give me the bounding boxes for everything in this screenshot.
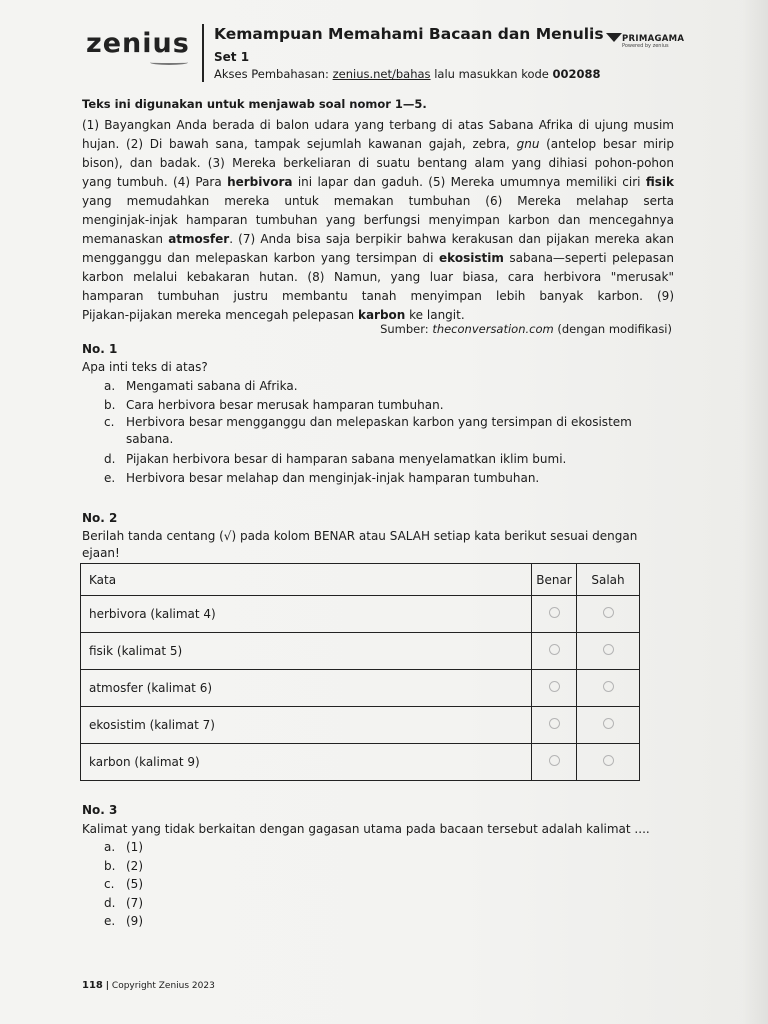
passage-text: menginjak-injak hamparan tumbuhan yang berfungsi menyimpan karbon dan mencegahnya	[82, 213, 674, 227]
passage-text: (antelop besar mirip	[539, 137, 675, 151]
table-row	[81, 707, 640, 744]
passage-intro: Teks ini digunakan untuk menjawab soal nomor 1—5.	[82, 97, 427, 111]
benar-cell	[532, 596, 577, 633]
page-title: Kemampuan Memahami Bacaan dan Menulis	[214, 25, 604, 43]
partner-name: PRIMAGAMA	[622, 34, 685, 44]
salah-radio[interactable]	[603, 644, 614, 655]
access-prefix: Akses Pembahasan:	[214, 67, 329, 81]
question-3-options	[104, 838, 662, 931]
highlighted-word: atmosfer	[168, 232, 230, 246]
question-3-option-c[interactable]	[104, 875, 662, 894]
option-letter: a.	[104, 379, 116, 393]
source-site: theconversation.com	[432, 322, 554, 336]
source-suffix: (dengan modifikasi)	[553, 322, 672, 336]
header-benar: Benar	[532, 564, 577, 596]
question-3-option-b[interactable]	[104, 857, 662, 876]
passage-line	[82, 287, 674, 306]
passage-text: yang tumbuh. (4) Para	[82, 175, 228, 189]
header-kata: Kata	[81, 564, 532, 596]
option-text: (1)	[126, 840, 143, 854]
benar-radio[interactable]	[549, 755, 560, 766]
benar-radio[interactable]	[549, 718, 560, 729]
access-middle: lalu masukkan kode	[434, 67, 549, 81]
logo-swoosh	[150, 60, 188, 65]
benar-radio[interactable]	[549, 607, 560, 618]
question-1-options	[104, 377, 662, 487]
salah-radio[interactable]	[603, 755, 614, 766]
passage-line	[82, 230, 674, 249]
option-text: (2)	[126, 858, 143, 873]
benar-cell	[532, 633, 577, 670]
table-row	[81, 633, 640, 670]
primagama-logo	[606, 31, 684, 51]
table-header-row	[81, 564, 640, 596]
passage-text: karbon melalui kebakaran hutan. (8) Namun, yang luar biasa, cara herbivora "merusak"	[82, 270, 674, 284]
question-1-text: Apa inti teks di atas?	[82, 360, 208, 374]
option-text: Herbivora besar mengganggu dan melepaskan karbon yang tersimpan di ekosistem sabana.	[126, 415, 632, 446]
option-text: (7)	[126, 895, 143, 910]
passage-line	[82, 268, 674, 287]
salah-cell	[577, 633, 640, 670]
passage-text: ke langit.	[405, 308, 465, 322]
word-cell: atmosfer (kalimat 6)	[81, 670, 532, 707]
reading-passage	[82, 116, 674, 325]
header-salah: Salah	[577, 564, 640, 596]
highlighted-word: karbon	[357, 308, 406, 322]
primagama-arrow-icon	[606, 33, 622, 42]
set-label: Set 1	[214, 50, 250, 64]
option-text: Cara herbivora besar merusak hamparan tumbuhan.	[126, 397, 444, 412]
highlighted-word: ekosistim	[439, 251, 504, 265]
salah-radio[interactable]	[603, 718, 614, 729]
option-text: Mengamati sabana di Afrika.	[126, 379, 298, 393]
benar-cell	[532, 744, 577, 781]
question-1-option-e[interactable]	[104, 469, 662, 488]
question-3-option-e[interactable]	[104, 912, 662, 931]
access-info	[214, 67, 601, 81]
word-cell: herbivora (kalimat 4)	[81, 596, 532, 633]
header-divider	[202, 24, 204, 82]
salah-cell	[577, 744, 640, 781]
word-cell: karbon (kalimat 9)	[81, 744, 532, 781]
source-prefix: Sumber:	[380, 322, 433, 336]
passage-text: . (7) Anda bisa saja berpikir bahwa kerakusan dan pijakan mereka akan	[229, 232, 674, 246]
question-2-number: No. 2	[82, 511, 118, 525]
question-3-option-a[interactable]	[104, 838, 662, 857]
benar-radio[interactable]	[549, 681, 560, 692]
passage-text: memanaskan	[82, 232, 169, 246]
table-row	[81, 596, 640, 633]
footer-separator: |	[105, 981, 110, 991]
highlighted-word: fisik	[645, 175, 674, 189]
benar-radio[interactable]	[549, 644, 560, 655]
question-1-option-c[interactable]	[104, 414, 662, 448]
benar-cell	[532, 670, 577, 707]
passage-line	[82, 135, 674, 154]
page-footer	[82, 980, 215, 991]
option-letter: e.	[104, 470, 116, 485]
passage-line	[82, 173, 674, 192]
option-letter: c.	[104, 415, 115, 429]
question-1-option-b[interactable]	[104, 396, 662, 415]
word-cell: fisik (kalimat 5)	[81, 633, 532, 670]
benar-cell	[532, 707, 577, 744]
passage-text: (1) Bayangkan Anda berada di balon udara yang terbang di atas Sabana Afrika di ujung musim	[82, 118, 674, 132]
passage-source	[380, 322, 672, 336]
copyright-text: Copyright Zenius 2023	[111, 981, 215, 991]
page-edge-shadow	[742, 0, 768, 1024]
passage-text: bison), dan badak. (3) Mereka berkeliaran di suatu bentang alam yang dihiasi pohon-pohon	[82, 156, 674, 170]
passage-text: sabana—seperti pelepasan	[503, 251, 674, 265]
option-letter: b.	[104, 858, 116, 873]
option-letter: d.	[104, 895, 116, 910]
true-false-table	[80, 563, 640, 781]
passage-line	[82, 154, 674, 173]
table-row	[81, 670, 640, 707]
option-text: Pijakan herbivora besar di hamparan sabana menyelamatkan iklim bumi.	[126, 452, 567, 466]
salah-radio[interactable]	[603, 681, 614, 692]
question-1-option-a[interactable]	[104, 377, 662, 396]
question-3-option-d[interactable]	[104, 894, 662, 913]
passage-text: ini lapar dan gaduh. (5) Mereka umumnya memiliki ciri	[292, 175, 646, 189]
passage-text: hujan. (2) Di bawah sana, tampak sejumlah kawanan gajah, zebra,	[82, 137, 517, 151]
passage-line	[82, 192, 674, 211]
question-1-number: No. 1	[82, 342, 118, 356]
passage-text: hamparan tumbuhan justru membantu tanah menyimpan lebih banyak karbon. (9)	[82, 289, 674, 303]
option-letter: d.	[104, 452, 116, 466]
option-text: Herbivora besar melahap dan menginjak-injak hamparan tumbuhan.	[126, 470, 540, 485]
option-letter: c.	[104, 877, 115, 891]
option-letter: e.	[104, 914, 116, 928]
passage-line	[82, 249, 674, 268]
option-letter: a.	[104, 840, 116, 854]
partner-sub: Powered by zenius	[622, 43, 669, 49]
access-code: 002088	[552, 67, 601, 81]
access-link[interactable]: zenius.net/bahas	[332, 67, 431, 81]
salah-cell	[577, 596, 640, 633]
question-3-text: Kalimat yang tidak berkaitan dengan gagasan utama pada bacaan tersebut adalah kalimat ....	[82, 822, 650, 836]
table-row	[81, 744, 640, 781]
logo-text: zenius	[86, 28, 190, 59]
option-letter: b.	[104, 397, 116, 412]
page-number: 118	[82, 980, 103, 991]
word-cell: ekosistim (kalimat 7)	[81, 707, 532, 744]
zenius-logo	[86, 28, 190, 59]
option-text: (5)	[126, 877, 143, 891]
passage-text: Pijakan-pijakan mereka mencegah pelepasan	[82, 308, 358, 322]
salah-cell	[577, 670, 640, 707]
question-3-number: No. 3	[82, 803, 118, 817]
passage-line	[82, 116, 674, 135]
highlighted-word: herbivora	[227, 175, 293, 189]
option-text: (9)	[126, 914, 143, 928]
salah-radio[interactable]	[603, 607, 614, 618]
passage-text: yang memudahkan mereka untuk memakan tumbuhan (6) Mereka melahap serta	[82, 194, 674, 208]
italic-word: gnu	[516, 137, 540, 151]
question-1-option-d[interactable]	[104, 450, 662, 469]
passage-line	[82, 211, 674, 230]
salah-cell	[577, 707, 640, 744]
passage-text: mengganggu dan melepaskan karbon yang tersimpan di	[82, 251, 440, 265]
question-2-text: Berilah tanda centang (√) pada kolom BENAR atau SALAH setiap kata berikut sesuai dengan ejaan!	[82, 529, 638, 560]
